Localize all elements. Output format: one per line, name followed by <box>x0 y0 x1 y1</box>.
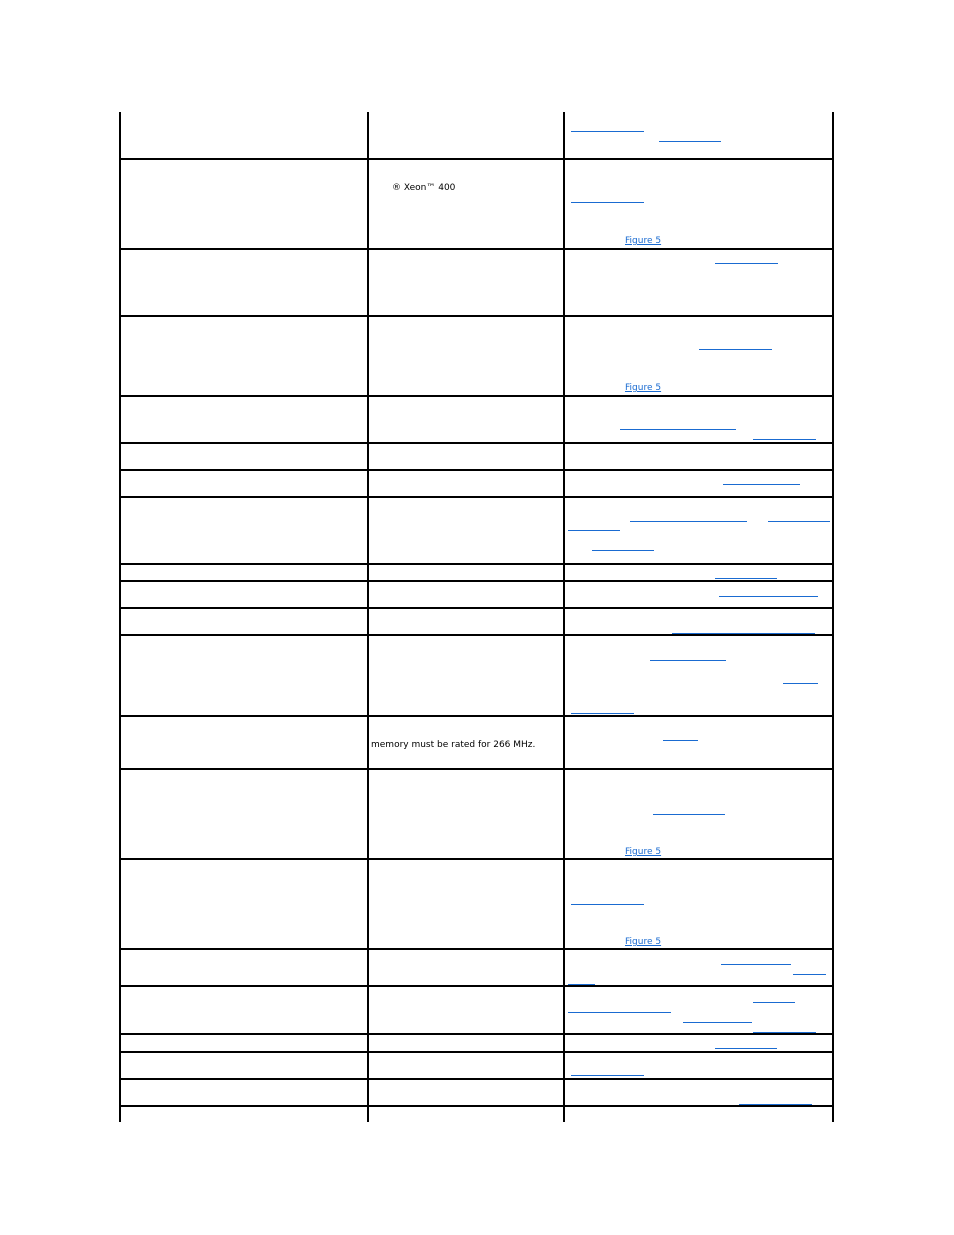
hyperlink-underline[interactable] <box>650 659 726 661</box>
row-separator <box>119 580 834 582</box>
hyperlink-underline[interactable] <box>753 1031 816 1033</box>
table-border-col3 <box>563 112 565 1122</box>
hyperlink-underline[interactable] <box>753 438 816 440</box>
row-separator <box>119 985 834 987</box>
row-separator <box>119 1051 834 1053</box>
row-separator <box>119 563 834 565</box>
hyperlink-underline[interactable] <box>739 1103 812 1105</box>
row-separator <box>119 1033 834 1035</box>
figure-link[interactable]: Figure 5 <box>625 937 662 947</box>
figure-link[interactable]: Figure 5 <box>625 236 662 246</box>
hyperlink-underline[interactable] <box>699 348 772 350</box>
hyperlink-underline[interactable] <box>630 520 747 522</box>
hyperlink-underline[interactable] <box>568 1011 671 1013</box>
memory-cell-text: memory must be rated for 266 MHz. <box>371 740 536 750</box>
row-separator <box>119 315 834 317</box>
figure-link[interactable]: Figure 5 <box>625 847 662 857</box>
hyperlink-underline[interactable] <box>793 973 826 975</box>
row-separator <box>119 858 834 860</box>
table-border-col2 <box>367 112 369 1122</box>
hyperlink-underline[interactable] <box>683 1021 752 1023</box>
hyperlink-underline[interactable] <box>571 903 644 905</box>
figure-link[interactable]: Figure 5 <box>625 383 662 393</box>
hyperlink-underline[interactable] <box>663 739 698 741</box>
xeon-cell-text: ® Xeon™ 400 <box>392 183 456 193</box>
hyperlink-underline[interactable] <box>568 983 595 985</box>
row-separator <box>119 715 834 717</box>
hyperlink-underline[interactable] <box>723 483 800 485</box>
hyperlink-underline[interactable] <box>620 428 736 430</box>
row-separator <box>119 248 834 250</box>
hyperlink-underline[interactable] <box>715 1047 777 1049</box>
hyperlink-underline[interactable] <box>768 520 830 522</box>
row-separator <box>119 607 834 609</box>
hyperlink-underline[interactable] <box>568 529 620 531</box>
row-separator <box>119 395 834 397</box>
row-separator <box>119 469 834 471</box>
hyperlink-underline[interactable] <box>571 1074 644 1076</box>
hyperlink-underline[interactable] <box>592 549 654 551</box>
hyperlink-underline[interactable] <box>715 262 778 264</box>
hyperlink-underline[interactable] <box>571 201 644 203</box>
row-separator <box>119 1105 834 1107</box>
hyperlink-underline[interactable] <box>753 1001 795 1003</box>
hyperlink-underline[interactable] <box>659 140 721 142</box>
row-separator <box>119 634 834 636</box>
hyperlink-underline[interactable] <box>721 963 791 965</box>
hyperlink-underline[interactable] <box>715 577 777 579</box>
hyperlink-underline[interactable] <box>653 813 725 815</box>
row-separator <box>119 158 834 160</box>
hyperlink-underline[interactable] <box>719 595 818 597</box>
row-separator <box>119 496 834 498</box>
hyperlink-underline[interactable] <box>571 712 634 714</box>
hyperlink-underline[interactable] <box>672 632 815 634</box>
table-border-left <box>119 112 121 1122</box>
hyperlink-underline[interactable] <box>571 130 644 132</box>
table-border-right <box>832 112 834 1122</box>
row-separator <box>119 442 834 444</box>
row-separator <box>119 1078 834 1080</box>
row-separator <box>119 948 834 950</box>
row-separator <box>119 768 834 770</box>
hyperlink-underline[interactable] <box>783 682 818 684</box>
